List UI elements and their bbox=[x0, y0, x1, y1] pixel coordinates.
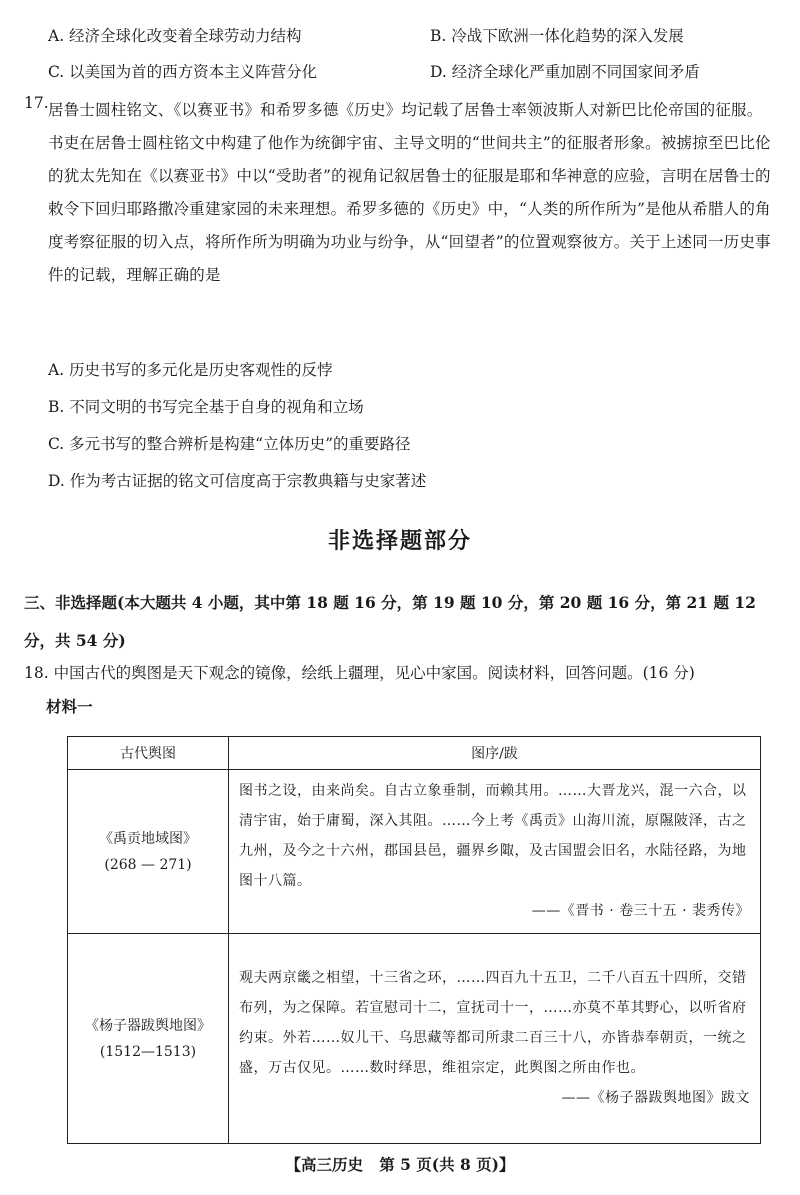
q16-option-c[interactable]: C. 以美国为首的西方资本主义阵营分化 bbox=[48, 63, 318, 81]
q17-option-b[interactable]: B. 不同文明的书写完全基于自身的视角和立场 bbox=[48, 398, 364, 416]
table-header-map: 古代舆图 bbox=[68, 737, 229, 770]
question-stem: 居鲁士圆柱铭文、《以赛亚书》和希罗多德《历史》均记载了居鲁士率领波斯人对新巴比伦帝国的征服。书吏在居鲁士圆柱铭文中构建了他作为统御宇宙、主导文明的“世间共主”的征服者形象。被掳掠至巴比伦的犹太先知在《以赛亚书》中以“受助者”的视角记叙居鲁士的征服是耶和华神意的应验，言明在居鲁士的敕令下回归耶路撒冷重建家园的未来理想。希罗多德的《历史》中，“人类的所作所为”是他从希腊人的角度考察征服的切入点，将所作所为明确为功业与纷争，从“回望者”的位置观察彼方。关于上述同一历史事件的记载，理解正确的是 bbox=[48, 101, 771, 284]
question-number: 17. bbox=[24, 94, 49, 112]
part3-heading: 三、非选择题(本大题共 4 小题，其中第 18 题 16 分，第 19 题 10 分，第 20 题 16 分，第 21 题 12 分，共 54 分) bbox=[24, 593, 756, 650]
question-18 bbox=[24, 658, 780, 688]
q16-option-d[interactable]: D. 经济全球化严重加剧不同国家间矛盾 bbox=[430, 63, 700, 81]
map-name: 《杨子器跋舆地图》 bbox=[85, 1017, 211, 1034]
footer-page-number: 第 5 页(共 8 页)】 bbox=[379, 1155, 515, 1174]
preface-text: 图书之设，由来尚矣。自古立象垂制，而赖其用。……大晋龙兴，混一六合，以清宇宙，始于庸蜀，深入其阻。……今上考《禹贡》山海川流，原隰陂泽，古之九州，及今之十六州，郡国县邑，疆界乡陬，及古国盟会旧名，水陆径路，为地图十八篇。 bbox=[239, 782, 747, 889]
q16-options-row-2 bbox=[48, 60, 768, 88]
table-header-row bbox=[68, 737, 761, 770]
map-years: (268 — 271) bbox=[104, 856, 192, 873]
table-header-preface: 图序/跋 bbox=[229, 737, 761, 770]
table-row bbox=[68, 934, 761, 1144]
q17-option-a[interactable]: A. 历史书写的多元化是历史客观性的反悖 bbox=[48, 361, 333, 379]
material-label: 材料一 bbox=[46, 697, 93, 716]
question-17 bbox=[24, 94, 774, 292]
page-footer bbox=[0, 1153, 800, 1175]
map-cell bbox=[68, 770, 229, 934]
q16-options-row-1 bbox=[48, 24, 768, 52]
q17-options bbox=[48, 352, 748, 500]
map-years: (1512—1513) bbox=[99, 1043, 197, 1060]
question-number: 18. bbox=[24, 664, 49, 682]
preface-source: ——《晋书 · 卷三十五 · 裴秀传》 bbox=[531, 902, 750, 919]
footer-subject: 【高三历史 bbox=[285, 1155, 363, 1174]
preface-cell bbox=[229, 770, 761, 934]
q16-option-a[interactable]: A. 经济全球化改变着全球劳动力结构 bbox=[48, 27, 302, 45]
map-cell bbox=[68, 934, 229, 1144]
section-title: 非选择题部分 bbox=[327, 529, 472, 554]
q17-option-c[interactable]: C. 多元书写的整合辨析是构建“立体历史”的重要路径 bbox=[48, 435, 411, 453]
preface-text: 观夫两京畿之相望，十三省之环，……四百九十五卫，二千八百五十四所，交错布列，为之保障。若宣慰司十二，宣抚司十一，……亦莫不革其野心，以听省府约束。外若……奴儿干、乌思藏等都司所隶二百三十八，亦皆恭奉朝贡，一统之盛，万古仅见。……数时绎思，维祖宗定，此舆图之所由作也。 bbox=[239, 969, 747, 1076]
q16-option-b[interactable]: B. 冷战下欧洲一体化趋势的深入发展 bbox=[430, 27, 684, 45]
preface-source: ——《杨子器跋舆地图》跋文 bbox=[561, 1089, 750, 1106]
table-row bbox=[68, 770, 761, 934]
material-table bbox=[67, 736, 761, 1144]
preface-cell bbox=[229, 934, 761, 1144]
map-name: 《禹贡地域图》 bbox=[99, 830, 197, 847]
question-stem: 中国古代的舆图是天下观念的镜像，绘纸上疆理，见心中家国。阅读材料，回答问题。(16 分) bbox=[53, 664, 695, 682]
q17-option-d[interactable]: D. 作为考古证据的铭文可信度高于宗教典籍与史家著述 bbox=[48, 472, 427, 490]
